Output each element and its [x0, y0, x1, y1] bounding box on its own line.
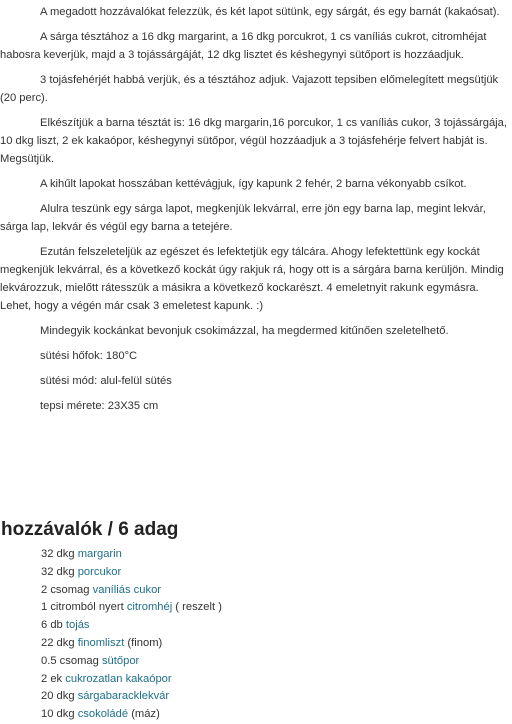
ingredients-title: hozzávalók / 6 adag [1, 519, 179, 540]
ingredient-link[interactable]: porcukor [77, 565, 122, 578]
ingredient-list [41, 546, 222, 724]
instruction-paragraph: Alulra teszünk egy sárga lapot, megkenjük lekvárral, erre jön egy barna lap, megint lekvár, sárga lap, lekvár és végül egy barna a tetejére. [0, 203, 486, 233]
instruction-paragraph: A megadott hozzávalókat felezzük, és két lapot sütünk, egy sárgát, és egy barnát (kakaósat). [40, 6, 500, 18]
ingredient-link[interactable]: sütőpor [101, 654, 140, 667]
ingredient-link[interactable]: csokoládé [77, 708, 129, 721]
ingredient-item [41, 599, 222, 617]
baking-mode: sütési mód: alul-felül sütés [40, 375, 172, 387]
ingredient-item [41, 706, 222, 724]
ingredient-item [41, 688, 222, 706]
baking-temperature: sütési hőfok: 180°C [40, 350, 138, 362]
ingredient-link[interactable]: sárgabaracklekvár [77, 690, 170, 703]
ingredient-amount: 10 dkg [41, 708, 78, 721]
ingredient-item [41, 653, 222, 671]
ingredient-item [41, 564, 222, 582]
ingredient-note: (finom) [124, 636, 163, 649]
ingredient-amount: 22 dkg [41, 636, 78, 649]
instruction-paragraph: A kihűlt lapokat hosszában kettévágjuk, így kapunk 2 fehér, 2 barna vékonyabb csíkot. [40, 178, 467, 190]
ingredient-amount: 2 ek [41, 672, 66, 685]
instruction-paragraph: A sárga tésztához a 16 dkg margarint, a 16 dkg porcukrot, 1 cs vaníliás cukrot, citromhéjat habosra keverjük, majd a 3 tojássárgáját, 12 dkg lisztet és késhegynyi sütőport is hozzáadjuk. [0, 31, 487, 61]
ingredient-link[interactable]: citromhéj [126, 601, 173, 614]
ingredient-amount: 20 dkg [41, 690, 78, 703]
ingredient-amount: 2 csomag [41, 583, 93, 596]
instruction-paragraph: Elkészítjük a barna tésztát is: 16 dkg margarin,16 porcukor, 1 cs vaníliás cukor, 3 tojássárgája, 10 dkg liszt, 2 ek kakaópor, késhegynyi sütőpor, végül hozzáadjuk a 3 tojásfehérje felvert habját is. Megsütjük. [0, 117, 508, 165]
ingredient-link[interactable]: margarin [77, 548, 122, 560]
instruction-paragraph: Ezután felszeleteljük az egészet és lefektetjük egy tálcára. Ahogy lefektettünk egy kockát megkenjük lekvárral, és a következő kockát úgy rakjuk rá, hogy ott is a sárgára barna kerüljön. Mindig lekvározzuk, mielőtt rátesszük a másikra a következő kockarészt. 4 emeletnyit rakunk egymásra. Lehet, hogy a végén már csak 3 emeletest kapunk. :) [0, 246, 504, 312]
ingredient-amount: 32 dkg [41, 548, 78, 560]
ingredient-link[interactable]: cukrozatlan kakaópor [65, 672, 172, 685]
ingredient-amount: 32 dkg [41, 565, 78, 578]
instruction-paragraph: Mindegyik kockánkat bevonjuk csokimázzal, ha megdermed kitűnően szeletelhető. [40, 325, 449, 337]
ingredient-amount: 6 db [41, 619, 66, 632]
ingredient-link[interactable]: finomliszt [77, 636, 125, 649]
ingredient-note: ( reszelt ) [172, 601, 222, 614]
ingredient-amount: 1 citromból nyert [41, 601, 127, 614]
ingredient-item [41, 546, 222, 564]
ingredient-item [41, 582, 222, 600]
ingredient-link[interactable]: vaníliás cukor [92, 583, 162, 596]
ingredient-link[interactable]: tojás [65, 619, 90, 632]
ingredient-note: (máz) [128, 708, 160, 721]
instruction-paragraph: 3 tojásfehérjét habbá verjük, és a tésztához adjuk. Vajazott tepsiben előmelegített megsütjük (20 perc). [0, 74, 499, 104]
ingredient-item [41, 617, 222, 635]
ingredient-item [41, 635, 222, 653]
ingredient-amount: 0.5 csomag [41, 654, 102, 667]
ingredient-item [41, 671, 222, 689]
pan-size: tepsi mérete: 23X35 cm [40, 400, 159, 412]
